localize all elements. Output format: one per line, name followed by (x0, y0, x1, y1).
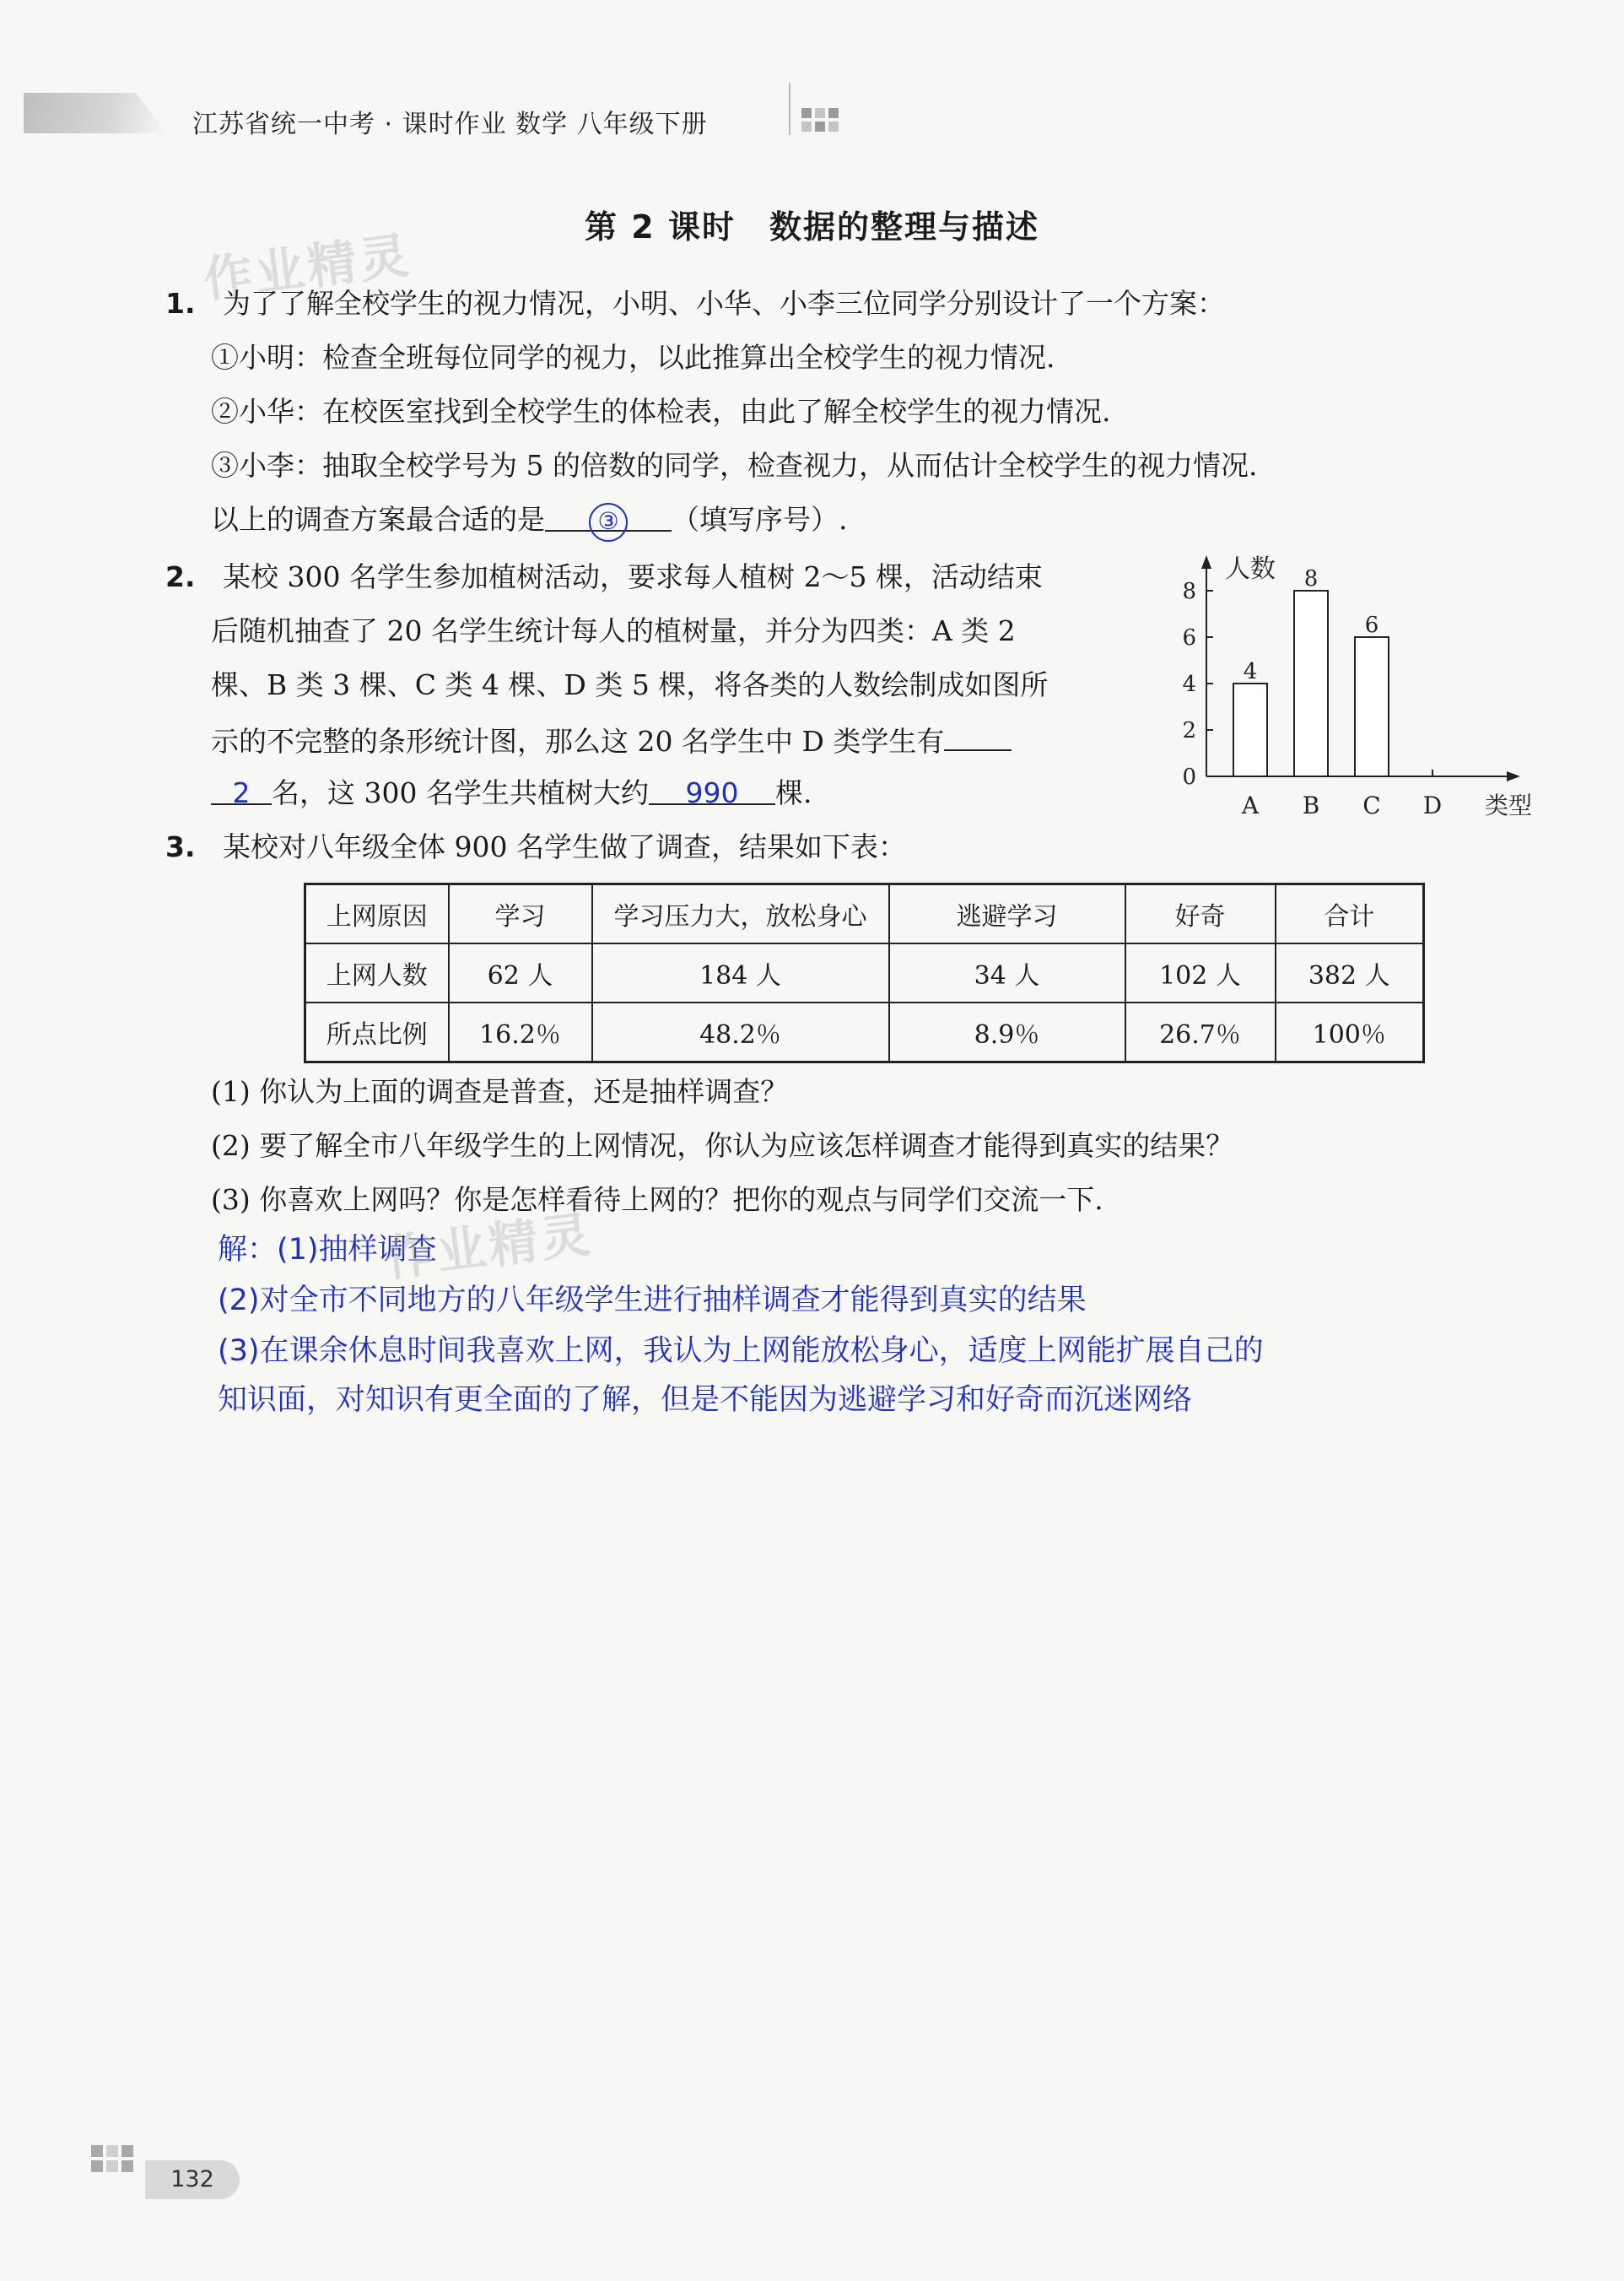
chart-y-tick-label: 4 (1182, 672, 1196, 697)
q2-number: 2. (165, 560, 196, 593)
table-cell: 100％ (1276, 1003, 1424, 1062)
chart-bar (1294, 591, 1328, 776)
table-header-cell: 逃避学习 (889, 884, 1125, 944)
table-cell: 62 人 (449, 943, 592, 1003)
header-decoration (24, 93, 167, 133)
chart-y-tick-label: 0 (1182, 765, 1196, 790)
q2-answer-total: 990 (685, 776, 739, 809)
table-header-cell: 学习 (449, 884, 592, 944)
table-cell: 16.2％ (449, 1003, 592, 1062)
q2-mid-text: 名，这 300 名学生共植树大约 (272, 776, 649, 809)
table-cell: 382 人 (1276, 943, 1424, 1003)
chart-category-label: D (1422, 792, 1443, 819)
chart-y-tick-label: 6 (1182, 625, 1196, 651)
q3-stem-line (165, 820, 906, 874)
q1-answer-blank (545, 493, 672, 535)
chart-y-tick-label: 2 (1182, 718, 1196, 743)
bar-chart (1164, 549, 1535, 827)
q3-sub-1: (1) 你认为上面的调查是普查，还是抽样调查？ (211, 1075, 789, 1108)
table-header-cell: 上网原因 (305, 884, 449, 944)
table-header-cell: 好奇 (1125, 884, 1276, 944)
table-row (305, 943, 1424, 1003)
chart-x-arrow (1507, 771, 1520, 781)
q2-text-4: 示的不完整的条形统计图，那么这 20 名学生中 D 类学生有 (211, 725, 945, 758)
solution-line-2: (2)对全市不同地方的八年级学生进行抽样调查才能得到真实的结果 (218, 1284, 1087, 1317)
chart-data-label: 6 (1364, 613, 1379, 638)
q2-end-text: 棵. (774, 776, 812, 809)
q1-option-1: ①小明：检查全班每位同学的视力，以此推算出全校学生的视力情况. (211, 341, 1055, 374)
chart-category-label: B (1302, 792, 1320, 819)
q3-sub-2: (2) 要了解全市八年级学生的上网情况，你认为应该怎样调查才能得到真实的结果？ (211, 1129, 1234, 1162)
table-header-cell: 合计 (1276, 884, 1424, 944)
q3-number: 3. (165, 830, 196, 863)
solution-line-4: 知识面，对知识有更全面的了解，但是不能因为逃避学习和好奇而沉迷网络 (218, 1383, 1193, 1417)
lesson-title: 第 2 课时 数据的整理与描述 (585, 208, 1039, 246)
q2-text-1: 某校 300 名学生参加植树活动，要求每人植树 2～5 棵，活动结束 (223, 560, 1043, 593)
q2-answer-total-blank (649, 766, 775, 809)
table-header-row (305, 884, 1424, 944)
chart-bar (1233, 684, 1267, 776)
survey-table (304, 883, 1425, 1063)
table-cell: 8.9％ (889, 1003, 1125, 1062)
q2-line-1 (165, 550, 1043, 604)
chart-category-label: A (1241, 792, 1260, 819)
watermark-top: 作业精灵 (200, 226, 415, 309)
table-cell: 所点比例 (305, 1003, 449, 1062)
chart-bar (1355, 637, 1389, 776)
q2-line-2: 后随机抽查了 20 名学生统计每人的植树量，并分为四类：A 类 2 (211, 614, 1016, 647)
chart-y-label: 人数 (1225, 554, 1276, 584)
q1-question-text: 以上的调查方案最合适的是 (211, 503, 545, 536)
chart-x-label: 类型 (1485, 792, 1533, 819)
table-cell: 26.7％ (1125, 1003, 1276, 1062)
chart-y-arrow (1201, 555, 1211, 569)
q1-stem: 为了了解全校学生的视力情况，小明、小华、小李三位同学分别设计了一个方案： (223, 287, 1225, 320)
table-cell: 34 人 (889, 943, 1125, 1003)
chart-category-label: C (1362, 792, 1381, 819)
chart-y-tick-label: 8 (1182, 579, 1196, 604)
header-grid-icon (801, 108, 839, 132)
table-cell: 上网人数 (305, 943, 449, 1003)
q2-answer-d: 2 (232, 776, 251, 809)
q3-stem: 某校对八年级全体 900 名学生做了调查，结果如下表： (223, 830, 906, 863)
page-number: 132 (145, 2160, 240, 2199)
chart-data-label: 4 (1243, 659, 1258, 684)
q1-option-2: ②小华：在校医室找到全校学生的体检表，由此了解全校学生的视力情况. (211, 395, 1111, 428)
table-header-cell: 学习压力大，放松身心 (592, 884, 889, 944)
q1-question-suffix: （填写序号）. (672, 503, 848, 536)
table-cell: 102 人 (1125, 943, 1276, 1003)
q2-line-3: 棵、B 类 3 棵、C 类 4 棵、D 类 5 棵，将各类的人数绘制成如图所 (211, 668, 1049, 701)
q1-stem-line (165, 277, 1225, 331)
q2-blank-continuation (944, 712, 1012, 751)
chart-data-label: 8 (1303, 566, 1319, 592)
header-divider (789, 83, 790, 135)
solution-line-1: 解：(1)抽样调查 (218, 1233, 437, 1267)
q1-answer: ③ (589, 503, 628, 542)
table-row (305, 1003, 1424, 1062)
watermark-middle: 作业精灵 (381, 1205, 596, 1288)
q2-answer-d-blank (211, 766, 272, 809)
book-header-title: 江苏省统一中考 · 课时作业 数学 八年级下册 (192, 110, 708, 139)
q2-line-5 (211, 766, 812, 820)
q2-line-4 (211, 712, 1012, 769)
solution-line-3: (3)在课余休息时间我喜欢上网，我认为上网能放松身心，适度上网能扩展自己的 (218, 1334, 1264, 1368)
q1-number: 1. (165, 287, 196, 320)
table-cell: 184 人 (592, 943, 889, 1003)
q1-question (211, 493, 848, 547)
footer-grid-icon (91, 2145, 133, 2172)
q1-option-3: ③小李：抽取全校学号为 5 的倍数的同学，检查视力，从而估计全校学生的视力情况. (211, 449, 1258, 482)
q3-sub-3: (3) 你喜欢上网吗？你是怎样看待上网的？把你的观点与同学们交流一下. (211, 1183, 1103, 1216)
table-cell: 48.2％ (592, 1003, 889, 1062)
